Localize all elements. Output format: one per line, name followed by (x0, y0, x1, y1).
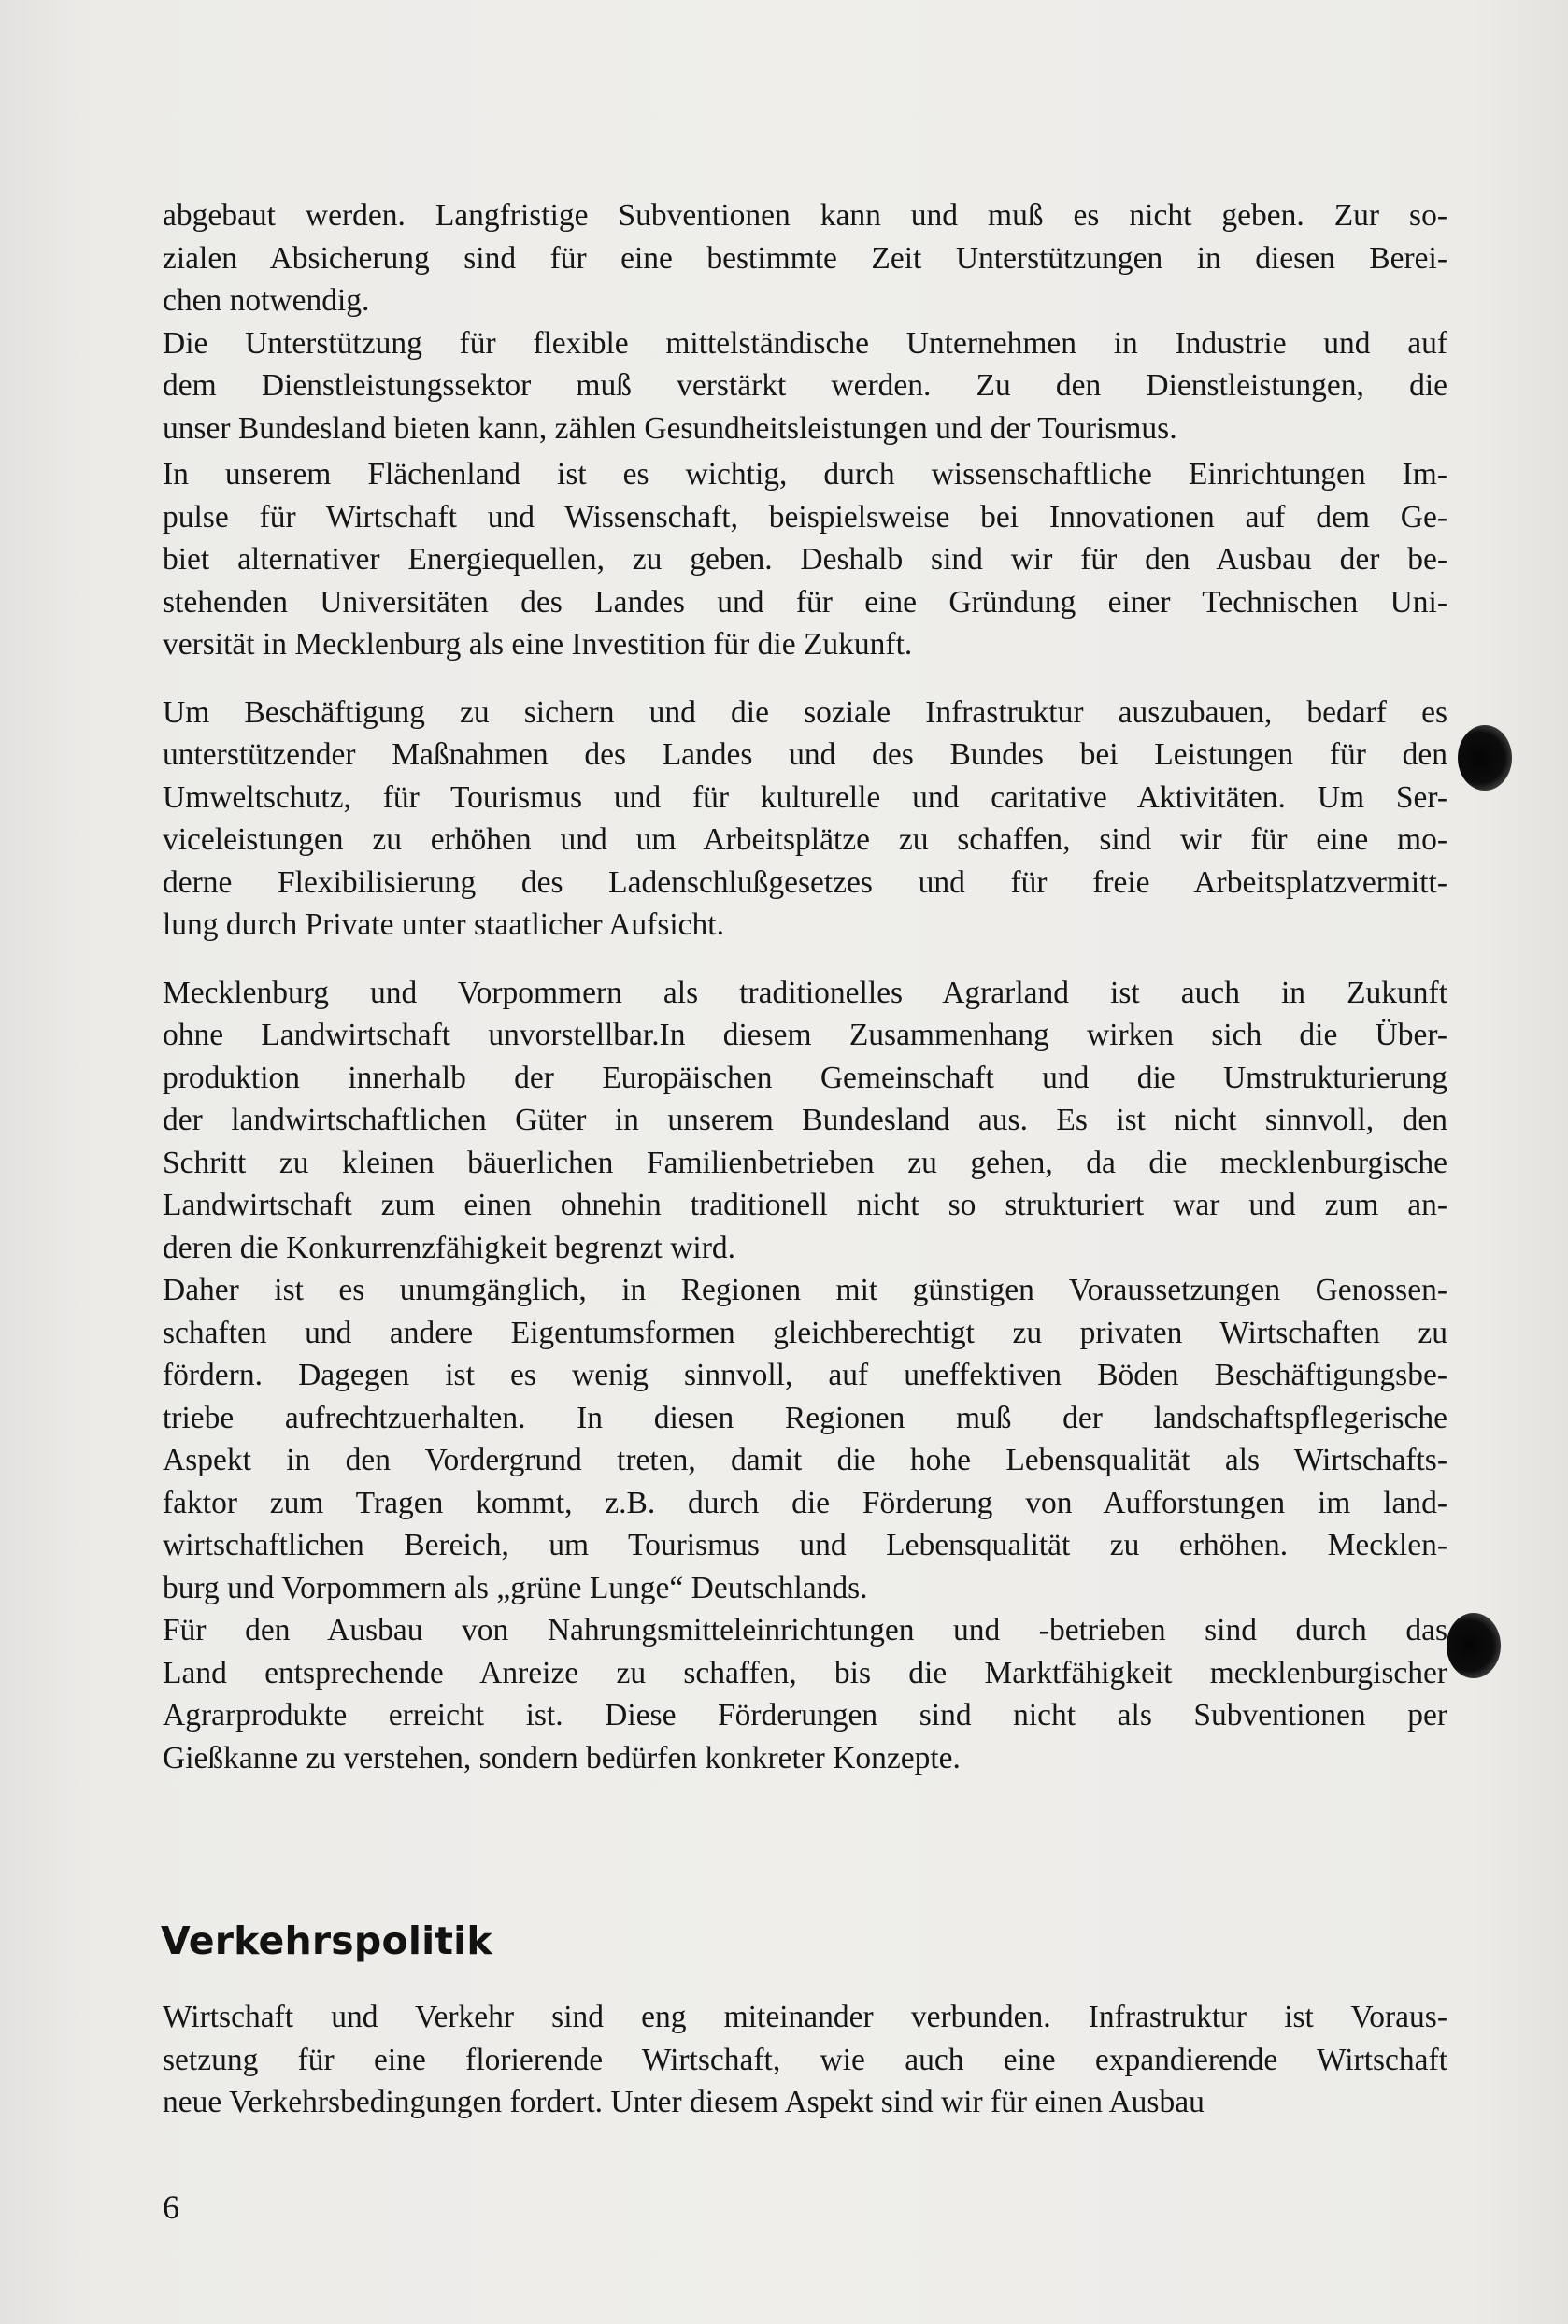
paragraph (163, 1996, 1447, 2124)
text-line: pulse für Wirtschaft und Wissenschaft, beispielsweise bei Innovationen auf dem Ge- (163, 499, 1447, 535)
text-line: faktor zum Tragen kommt, z.B. durch die Förderung von Aufforstungen im land- (163, 1485, 1447, 1520)
text-line: burg und Vorpommern als „grüne Lunge“ Deutschlands. (163, 1570, 868, 1605)
text-line: In unserem Flächenland ist es wichtig, durch wissenschaftliche Einrichtungen Im- (163, 457, 1447, 492)
text-line: setzung für eine florierende Wirtschaft, wie auch eine expandierende Wirtschaft (163, 2042, 1447, 2077)
text-line: Landwirtschaft zum einen ohnehin traditionell nicht so strukturiert war und zum an- (163, 1188, 1447, 1222)
text-line: unser Bundesland bieten kann, zählen Gesundheitsleistungen und der Tourismus. (163, 410, 1177, 446)
text-line: deren die Konkurrenzfähigkeit begrenzt wird. (163, 1230, 735, 1265)
text-line: Land entsprechende Anreize zu schaffen, bis die Marktfähigkeit mecklenburgischer (163, 1655, 1447, 1690)
text-line: Umweltschutz, für Tourismus und für kulturelle und caritative Aktivitäten. Um Ser- (163, 779, 1447, 815)
text-line: Schritt zu kleinen bäuerlichen Familienbetrieben zu gehen, da die mecklenburgische (163, 1145, 1447, 1180)
text-line: ohne Landwirtschaft unvorstellbar.In diesem Zusammenhang wirken sich die Über- (163, 1018, 1447, 1052)
text-line: biet alternativer Energiequellen, zu geben. Deshalb sind wir für den Ausbau der be- (163, 542, 1447, 577)
text-line: triebe aufrechtzuerhalten. In diesen Regionen muß der landschaftspflegerische (163, 1400, 1447, 1435)
paragraph (163, 322, 1447, 450)
text-line: Wirtschaft und Verkehr sind eng miteinander verbunden. Infrastruktur ist Voraus- (163, 2000, 1447, 2034)
text-line: versität in Mecklenburg als eine Investition für die Zukunft. (163, 627, 913, 662)
text-line: Mecklenburg und Vorpommern als traditionelles Agrarland ist auch in Zukunft (163, 975, 1447, 1010)
text-line: derne Flexibilisierung des Ladenschlußgesetzes und für freie Arbeitsplatzvermitt- (163, 864, 1447, 900)
text-line: neue Verkehrsbedingungen fordert. Unter diesem Aspekt sind wir für einen Ausbau (163, 2085, 1205, 2119)
text-line: unterstützender Maßnahmen des Landes und des Bundes bei Leistungen für den (163, 737, 1447, 772)
punch-hole (1447, 1613, 1501, 1678)
body-text (163, 194, 1447, 1779)
section-body-text (163, 1996, 1447, 2124)
text-line: chen notwendig. (163, 283, 370, 318)
text-line: schaften und andere Eigentumsformen gleichberechtigt zu privaten Wirtschaften zu (163, 1315, 1447, 1350)
text-line: Um Beschäftigung zu sichern und die soziale Infrastruktur auszubauen, bedarf es (163, 694, 1447, 730)
text-line: Gießkanne zu verstehen, sondern bedürfen konkreter Konzepte. (163, 1740, 961, 1775)
text-line: viceleistungen zu erhöhen und um Arbeitsplätze zu schaffen, sind wir für eine mo- (163, 822, 1447, 857)
paragraph (163, 453, 1447, 666)
paragraph (163, 972, 1447, 1270)
text-line: Agrarprodukte erreicht ist. Diese Förderungen sind nicht als Subventionen per (163, 1698, 1447, 1732)
punch-hole (1458, 725, 1512, 791)
text-line: wirtschaftlichen Bereich, um Tourismus und Lebensqualität zu erhöhen. Mecklen- (163, 1528, 1447, 1562)
text-line: produktion innerhalb der Europäischen Gemeinschaft und die Umstrukturierung (163, 1060, 1447, 1095)
text-line: fördern. Dagegen ist es wenig sinnvoll, auf uneffektiven Böden Beschäftigungsbe- (163, 1358, 1447, 1392)
text-line: abgebaut werden. Langfristige Subventionen kann und muß es nicht geben. Zur so- (163, 198, 1447, 233)
text-line: zialen Absicherung sind für eine bestimmte Zeit Unterstützungen in diesen Berei- (163, 240, 1447, 276)
text-line: Die Unterstützung für flexible mittelständische Unternehmen in Industrie und auf (163, 325, 1447, 361)
text-line: der landwirtschaftlichen Güter in unserem Bundesland aus. Es ist nicht sinnvoll, den (163, 1103, 1447, 1137)
paragraph (163, 1269, 1447, 1609)
text-line: Aspekt in den Vordergrund treten, damit die hohe Lebensqualität als Wirtschafts- (163, 1443, 1447, 1477)
section-heading: Verkehrspolitik (161, 1918, 492, 1963)
paragraph (163, 691, 1447, 947)
paragraph (163, 194, 1447, 322)
paragraph (163, 1609, 1447, 1779)
text-line: Für den Ausbau von Nahrungsmitteleinrichtungen und -betrieben sind durch das (163, 1613, 1447, 1647)
text-line: Daher ist es unumgänglich, in Regionen mit günstigen Voraussetzungen Genossen- (163, 1273, 1447, 1307)
text-line: stehenden Universitäten des Landes und für eine Gründung einer Technischen Uni- (163, 584, 1447, 620)
page-number: 6 (163, 2189, 179, 2226)
text-line: lung durch Private unter staatlicher Aufsicht. (163, 907, 724, 942)
text-line: dem Dienstleistungssektor muß verstärkt werden. Zu den Dienstleistungen, die (163, 368, 1447, 403)
